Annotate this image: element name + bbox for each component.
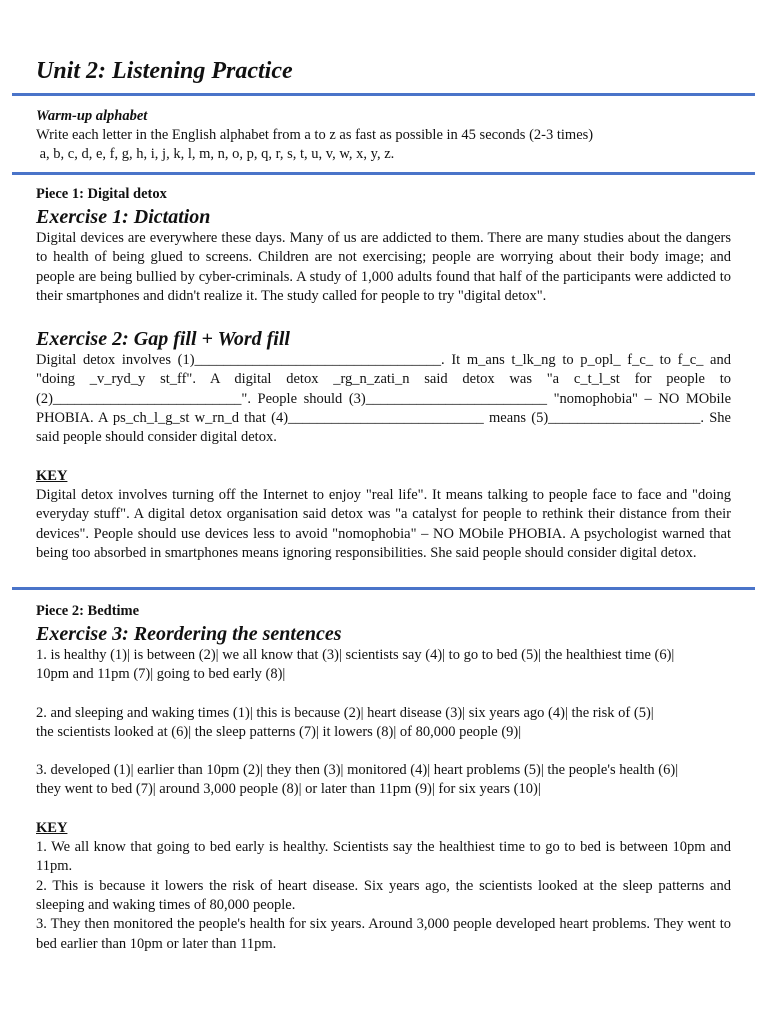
exercise1-title: Exercise 1: Dictation (36, 206, 211, 228)
reorder-line: 3. developed (1)| earlier than 10pm (2)| they then (3)| monitored (4)| heart problems (5)| the people's health (6)| (36, 762, 679, 779)
exercise2-title: Exercise 2: Gap fill + Word fill (36, 328, 290, 351)
piece2-heading: Piece 2: Bedtime (36, 603, 140, 619)
reorder-line: 1. is healthy (1)| is between (2)| we all know that (3)| scientists say (4)| to go to bed (5)| the healthiest time (6)| (36, 647, 675, 663)
piece1-section (36, 185, 731, 563)
key-label: KEY (36, 819, 68, 836)
reorder-item (36, 761, 731, 800)
warmup-instruction: Write each letter in the English alphabet from a to z as fast as possible in 45 seconds (2-3 times) (36, 127, 594, 143)
piece1-heading: Piece 1: Digital detox (36, 186, 167, 202)
piece2-section (36, 602, 731, 954)
exercise1-text: Digital devices are everywhere these days. Many of us are addicted to them. There are many studies about the dangers to health of being glued to screens. Children are not exercising; people are worrying about their body image; and people are being bullied by cyber-criminals. A study of 1,000 adults found that half of the participants were addicted to their smartphones and didn't realize it. The study called for people to try "digital detox". (36, 230, 731, 304)
reorder-line: 2. and sleeping and waking times (1)| this is because (2)| heart disease (3)| six years ago (4)| the risk of (5)| (36, 704, 654, 721)
page-title: Unit 2: Listening Practice (36, 58, 293, 84)
warmup-section (36, 107, 731, 165)
warmup-heading: Warm-up alphabet (36, 108, 148, 124)
reorder-line: 10pm and 11pm (7)| going to bed early (8)| (36, 666, 286, 683)
reorder-line: the scientists looked at (6)| the sleep patterns (7)| it lowers (8)| of 80,000 people (9)| (36, 723, 522, 740)
reorder-item (36, 646, 731, 685)
key-text: Digital detox involves turning off the Internet to enjoy "real life". It means talking to people face to face and "doing everyday stuff". A digital detox organisation said detox was "a catalyst for people to rethink their distance from their devices". People should use devices less to avoid "nomophobia" – NO MObile PHOBIA. A psychologist warned that being too absorbed in smartphones means ignoring responsibilities. She said people should consider digital detox. (36, 486, 731, 561)
warmup-letters: a, b, c, d, e, f, g, h, i, j, k, l, m, n, o, p, q, r, s, t, u, v, w, x, y, z. (36, 146, 395, 163)
exercise2-text: Digital detox involves (1)__________________________________. It m_ans t_lk_ng to p_opl_ f_c_ to f_c_ and "doing _v_ryd_y st_ff". A digital detox _rg_n_zati_n said detox was "a c_t_l_st for people to (2)__________________________". People should (3)_________________________ "nomophobia" – NO MObile PHOBIA. A ps_ch_l_g_st w_rn_d that (4)___________________________ means (5)_____________________. She said people should consider digital detox. (36, 352, 731, 446)
exercise3-title: Exercise 3: Reordering the sentences (36, 623, 342, 645)
key-line: 3. They then monitored the people's health for six years. Around 3,000 people developed heart problems. They went to bed earlier than 10pm or later than 11pm. (36, 916, 731, 952)
divider (12, 587, 755, 590)
key-line: 1. We all know that going to bed early is healthy. Scientists say the healthiest time to go to bed is between 10pm and 11pm. (36, 839, 731, 875)
key-line: 2. This is because it lowers the risk of heart disease. Six years ago, the scientists looked at the sleep patterns and sleeping and waking times of 80,000 people. (36, 877, 731, 913)
reorder-line: they went to bed (7)| around 3,000 people (8)| or later than 11pm (9)| for six years (10)| (36, 781, 541, 798)
key-label: KEY (36, 467, 68, 484)
divider (12, 172, 755, 175)
divider (12, 93, 755, 96)
reorder-item (36, 704, 731, 743)
